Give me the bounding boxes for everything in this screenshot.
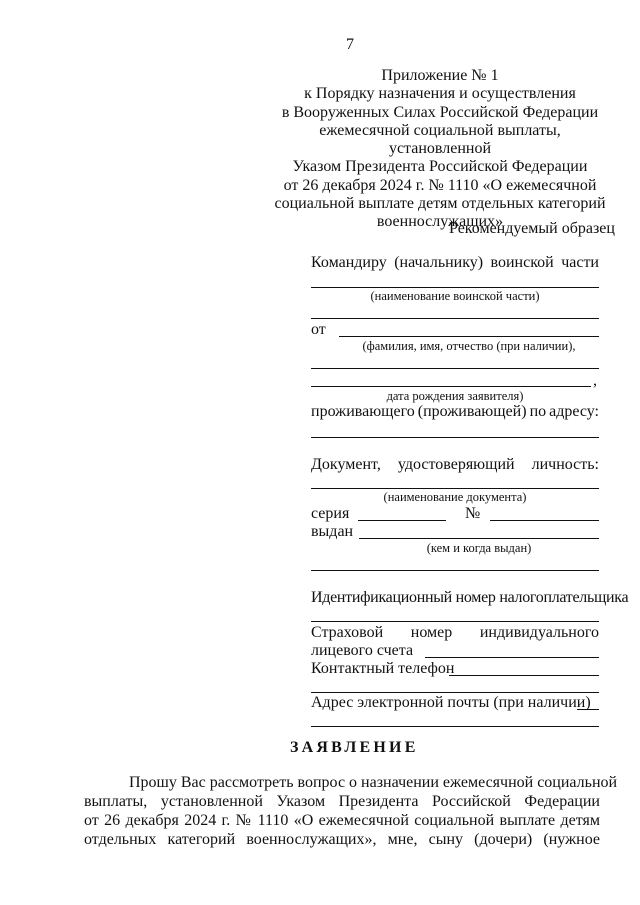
unit-field-line-2[interactable] — [311, 318, 599, 319]
email-field-line[interactable] — [577, 709, 599, 710]
address-field-line[interactable] — [311, 437, 599, 438]
appendix-line: социальной выплате детям отдельных категорий — [274, 195, 606, 213]
statement-line: выплаты, установленной Указом Президента Российской Федерации — [84, 793, 600, 810]
appendix-line: ежемесячной социальной выплаты, установленной — [319, 121, 561, 158]
unit-hint: (наименование воинской части) — [370, 289, 540, 303]
inn-label: Идентификационный номер налогоплательщика — [311, 589, 629, 606]
birth-hint: дата рождения заявителя) — [386, 389, 524, 403]
document-field-line[interactable] — [311, 488, 599, 489]
document-hint: (наименование документа) — [383, 490, 527, 504]
addressee-line: Командиру (начальнику) воинской части — [311, 254, 599, 271]
phone-label: Контактный телефон — [311, 660, 455, 677]
phone-field-line-2[interactable] — [311, 692, 599, 693]
email-field-line-2[interactable] — [311, 726, 599, 727]
snils-field-line[interactable] — [425, 657, 599, 658]
statement-title: ЗАЯВЛЕНИЕ — [290, 739, 419, 756]
email-label: Адрес электронной почты (при наличии) — [311, 694, 591, 711]
series-field-line[interactable] — [358, 520, 446, 521]
statement-line: Прошу Вас рассмотреть вопрос о назначении ежемесячной социальной — [129, 774, 618, 791]
unit-field-line[interactable] — [311, 287, 599, 288]
series-label: серия — [311, 505, 350, 522]
inn-field-line[interactable] — [311, 621, 599, 622]
appendix-line: Указом Президента Российской Федерации — [292, 158, 588, 176]
snils-line: Страховой номер индивидуального — [311, 624, 599, 641]
appendix-line: от 26 декабря 2024 г. № 1110 «О ежемесячной — [283, 176, 597, 194]
birth-field-line[interactable] — [311, 386, 591, 387]
from-label: от — [311, 321, 326, 338]
issued-field-line-2[interactable] — [311, 570, 599, 571]
fio-field-line[interactable] — [339, 336, 599, 337]
fio-hint: (фамилия, имя, отчество (при наличии), — [362, 339, 576, 353]
issued-hint: (кем и когда выдан) — [426, 541, 532, 555]
document-line: Документ, удостоверяющий личность: — [311, 456, 599, 473]
page-number: 7 — [346, 36, 354, 53]
appendix-block — [270, 67, 610, 232]
appendix-title: Приложение № 1 — [381, 67, 499, 84]
number-field-line[interactable] — [490, 520, 599, 521]
residing-line: проживающего (проживающей) по адресу: — [311, 403, 599, 420]
number-label: № — [465, 505, 481, 522]
statement-body — [84, 773, 618, 849]
appendix-line: в Вооруженных Силах Российской Федерации — [281, 103, 599, 121]
phone-field-line[interactable] — [449, 675, 599, 676]
comma: , — [593, 372, 597, 389]
fio-field-line-2[interactable] — [311, 368, 599, 369]
issued-field-line[interactable] — [359, 538, 599, 539]
appendix-line: к Порядку назначения и осуществления — [304, 85, 576, 103]
recommended-sample: Рекомендуемый образец — [449, 220, 615, 237]
statement-line: от 26 декабря 2024 г. № 1110 «О ежемесячной социальной выплате детям — [84, 812, 600, 829]
snils-label-2: лицевого счета — [311, 642, 414, 659]
issued-label: выдан — [311, 523, 354, 540]
statement-line: отдельных категорий военнослужащих», мне, сыну (дочери) (нужное — [84, 831, 600, 848]
appendix-line: военнослужащих» — [376, 213, 504, 231]
